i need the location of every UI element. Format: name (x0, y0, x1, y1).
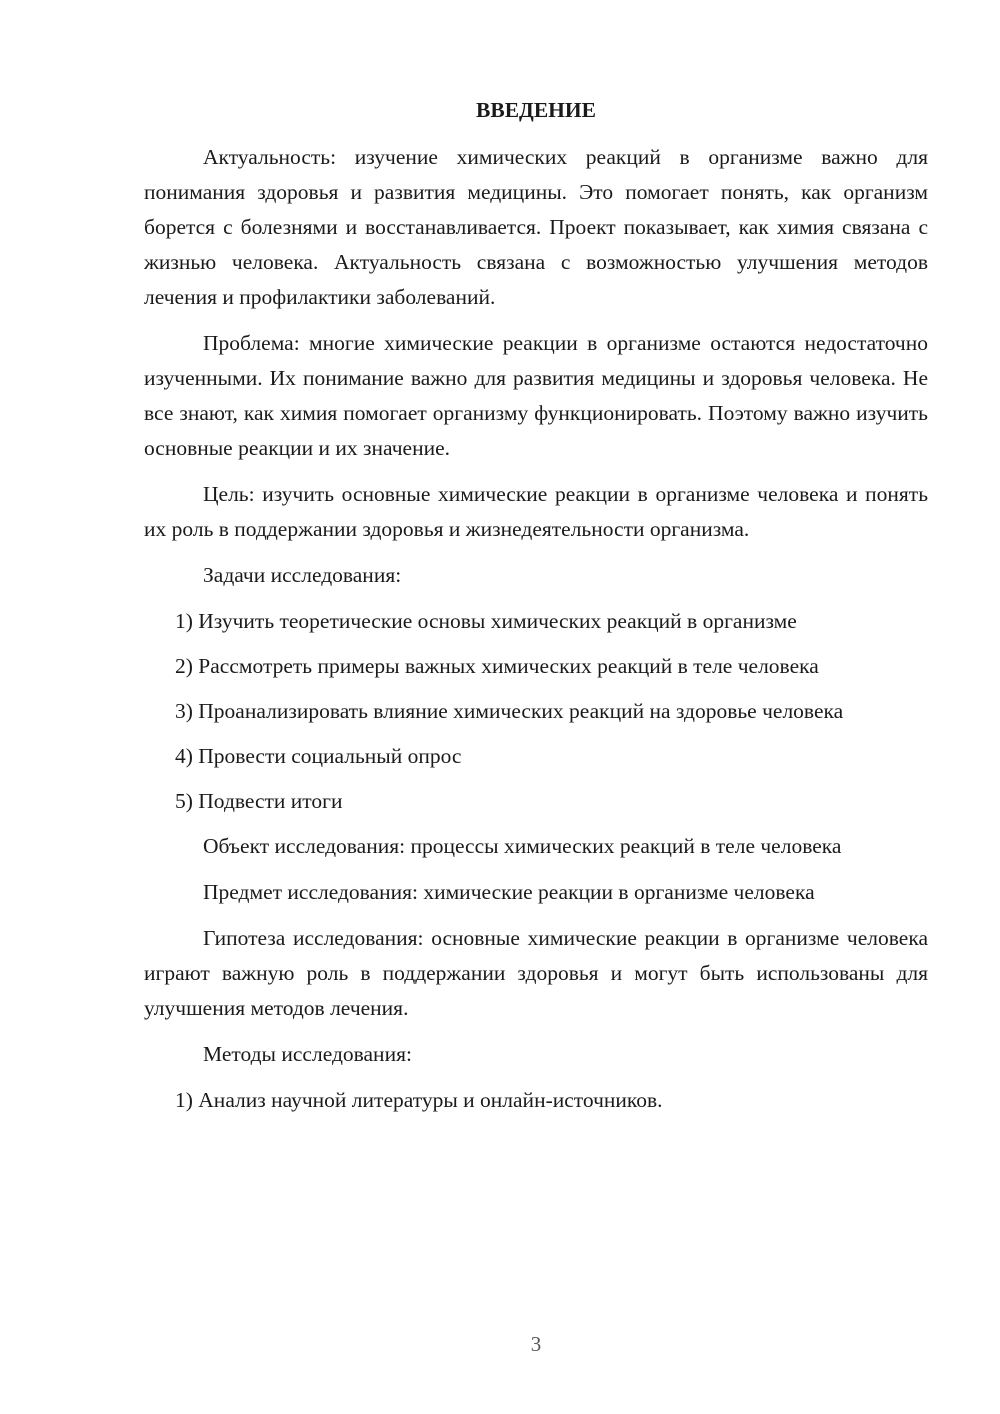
task-item: 4) Провести социальный опрос (175, 744, 462, 768)
task-item: 3) Проанализировать влияние химических реакций на здоровье человека (175, 699, 844, 723)
document-page (144, 93, 928, 1128)
task-item: 5) Подвести итоги (175, 789, 343, 813)
object-paragraph: Объект исследования: процессы химических реакций в теле человека (203, 834, 842, 858)
section-title: ВВЕДЕНИЕ (476, 98, 596, 122)
method-item: 1) Анализ научной литературы и онлайн-источников. (175, 1088, 663, 1112)
relevance-paragraph: Актуальность: изучение химических реакций в организме важно для понимания здоровья и развития медицины. Это помогает понять, как организм борется с болезнями и восстанавливается. Проект показывает, как химия связана с жизнью человека. Актуальность связана с возможностью улучшения методов лечения и профилактики заболеваний. (144, 145, 928, 309)
task-item: 2) Рассмотреть примеры важных химических реакций в теле человека (175, 654, 819, 678)
problem-paragraph: Проблема: многие химические реакции в организме остаются недостаточно изученными. Их понимание важно для развития медицины и здоровья человека. Не все знают, как химия помогает организму функционировать. Поэтому важно изучить основные реакции и их значение. (144, 331, 928, 460)
tasks-heading: Задачи исследования: (203, 563, 402, 587)
page-number: 3 (530, 1332, 542, 1356)
goal-paragraph: Цель: изучить основные химические реакции в организме человека и понять их роль в поддержании здоровья и жизнедеятельности организма. (144, 482, 928, 541)
task-item: 1) Изучить теоретические основы химических реакций в организме (175, 609, 797, 633)
methods-heading: Методы исследования: (203, 1042, 412, 1066)
subject-paragraph: Предмет исследования: химические реакции в организме человека (203, 880, 815, 904)
hypothesis-paragraph: Гипотеза исследования: основные химические реакции в организме человека играют важную роль в поддержании здоровья и могут быть использованы для улучшения методов лечения. (144, 926, 928, 1020)
